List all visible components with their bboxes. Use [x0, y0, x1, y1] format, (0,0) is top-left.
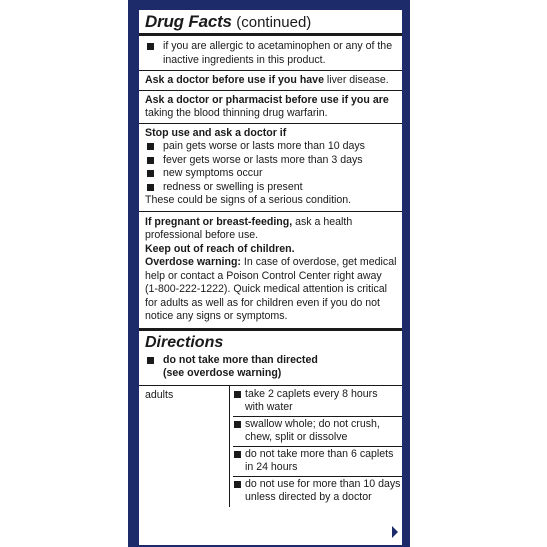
list-item: new symptoms occur — [139, 167, 402, 181]
pregnant-text: ask a health — [295, 215, 353, 228]
allergy-bullet — [139, 40, 402, 67]
stop-use-heading: Stop use and ask a doctor if — [145, 126, 287, 139]
allergy-line-2: inactive ingredients in this product. — [163, 53, 326, 66]
ask-pharmacist-section — [139, 91, 402, 124]
directions-table — [139, 385, 402, 507]
bullet-square-icon — [147, 170, 154, 177]
table-row: do not take more than 6 caplets in 24 hours — [233, 448, 402, 477]
directions-items — [230, 386, 402, 507]
bullet-square-icon — [147, 184, 154, 191]
keep-out-heading: Keep out of reach of children. — [145, 242, 295, 255]
bullet-square-icon — [234, 421, 241, 428]
list-item: pain gets worse or lasts more than 10 days — [139, 140, 402, 154]
overdose-line: for adults as well as for children even if you do not — [145, 296, 380, 309]
bullet-square-icon — [147, 357, 154, 364]
overdose-heading: Overdose warning: — [145, 256, 241, 268]
ask-pharmacist-heading: Ask a doctor or pharmacist before use if you are — [145, 93, 389, 106]
continued-arrow-icon — [392, 526, 398, 538]
bullet-square-icon — [234, 481, 241, 488]
ask-doctor-text: liver disease. — [326, 74, 389, 86]
drug-facts-panel — [139, 10, 402, 545]
directions-group-label: adults — [139, 386, 230, 507]
overdose-text: In case of overdose, get medical — [243, 256, 397, 268]
directions-section — [139, 331, 402, 507]
ask-pharmacist-text: taking the blood thinning drug warfarin. — [145, 107, 328, 119]
list-item: fever gets worse or lasts more than 3 days — [139, 154, 402, 168]
allergy-section — [139, 36, 402, 71]
warnings-section — [139, 212, 402, 331]
pregnant-text-2: professional before use. — [145, 229, 259, 241]
directions-warning: do not take more than directed (see overdose warning) — [139, 352, 402, 381]
overdose-line: (1-800-222-1222). Quick medical attention is critical — [145, 283, 388, 295]
overdose-line: notice any signs or symptoms. — [145, 310, 288, 322]
drug-facts-header — [139, 10, 402, 36]
drug-facts-title: Drug Facts — [145, 12, 232, 31]
bullet-square-icon — [234, 451, 241, 458]
pregnant-heading: If pregnant or breast-feeding, — [145, 215, 293, 228]
ask-doctor-section — [139, 71, 402, 91]
stop-use-section — [139, 124, 402, 212]
table-row: swallow whole; do not crush, chew, split or dissolve — [233, 418, 402, 447]
ask-doctor-heading: Ask a doctor before use if you have — [145, 74, 324, 86]
table-row: take 2 caplets every 8 hours with water — [233, 388, 402, 417]
stop-use-note: These could be signs of a serious condition. — [145, 194, 352, 206]
directions-title: Directions — [145, 333, 224, 351]
bullet-square-icon — [147, 157, 154, 164]
list-item: redness or swelling is present — [139, 181, 402, 195]
drug-facts-continued: (continued) — [236, 14, 312, 31]
table-row: do not use for more than 10 days unless directed by a doctor — [233, 478, 402, 506]
bullet-square-icon — [234, 391, 241, 398]
bullet-square-icon — [147, 43, 154, 50]
overdose-line: help or contact a Poison Control Center right away — [145, 269, 382, 282]
bullet-square-icon — [147, 143, 154, 150]
allergy-line-1: if you are allergic to acetaminophen or any of the — [163, 40, 393, 52]
